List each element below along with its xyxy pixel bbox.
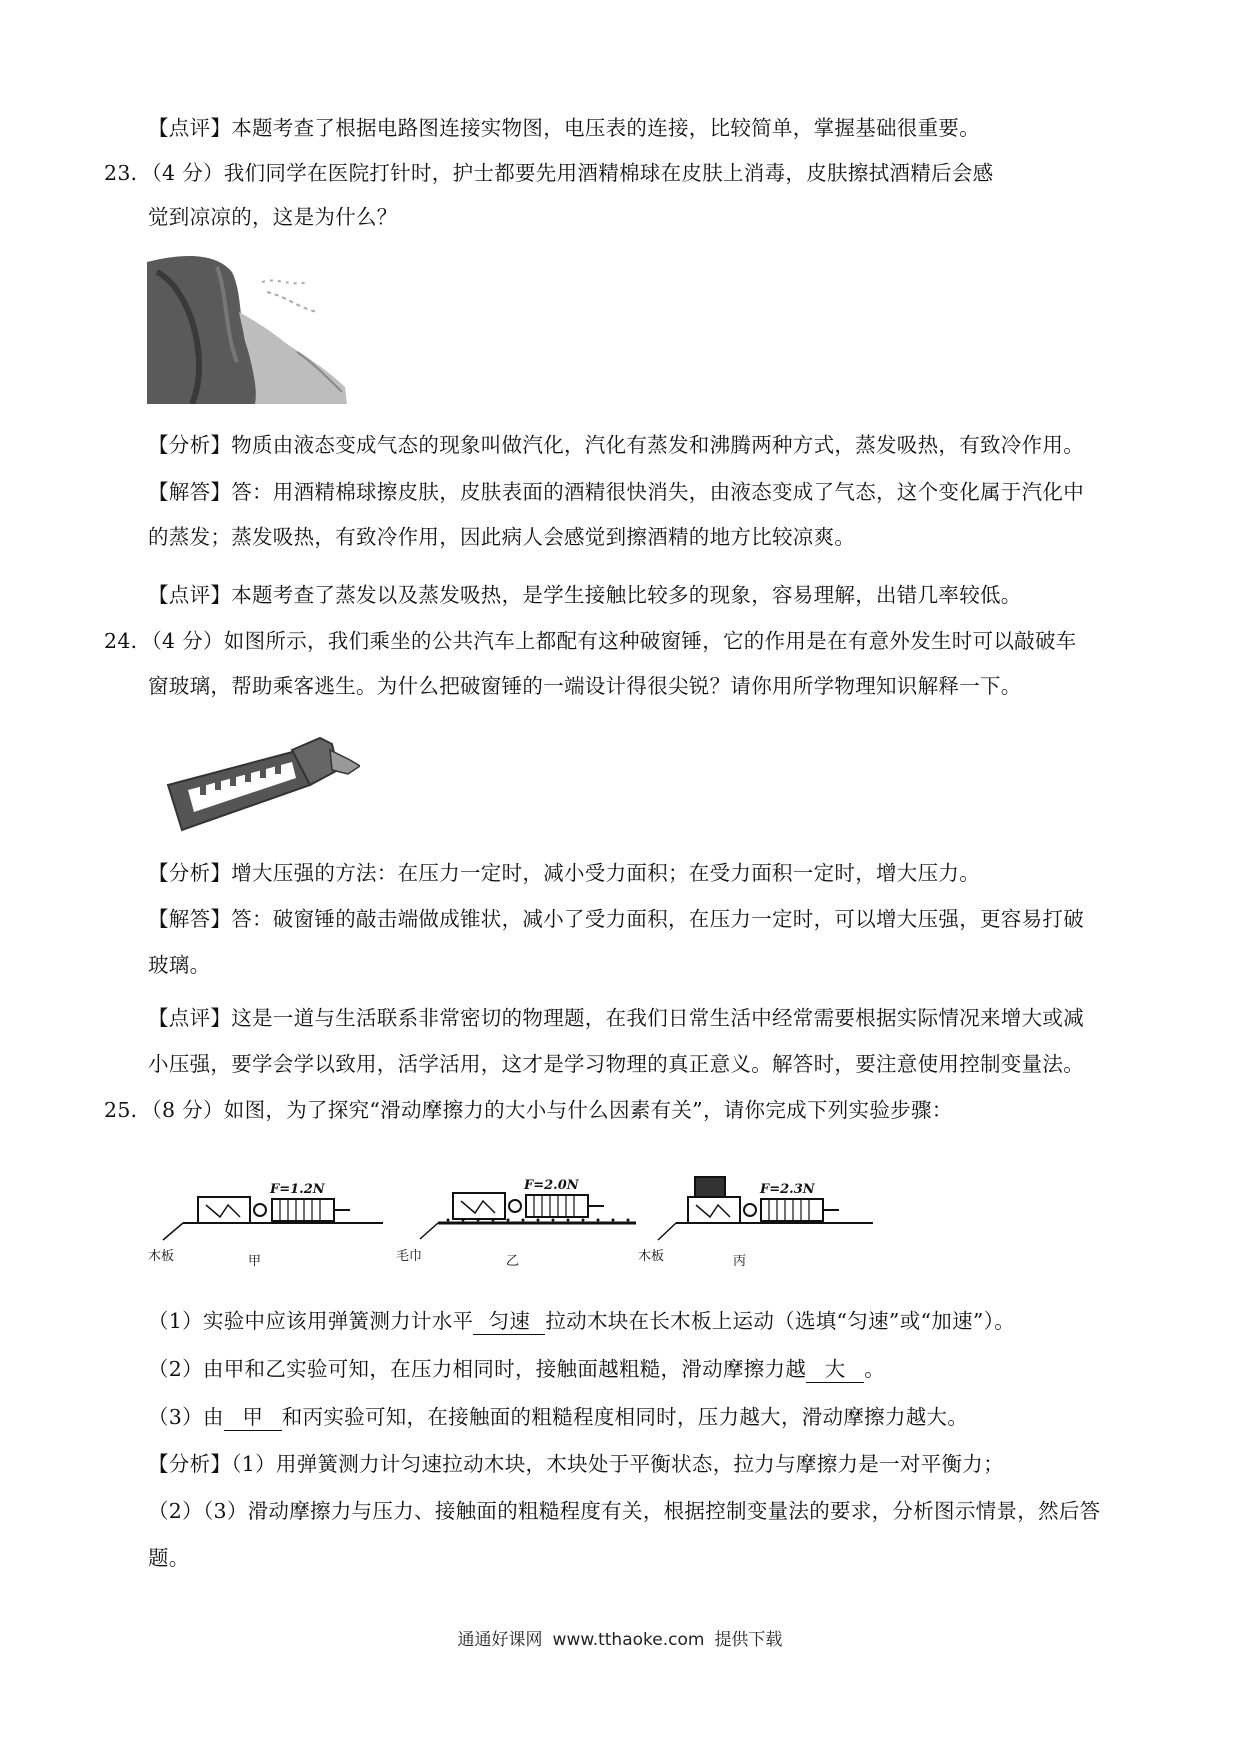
panel-bing — [638, 1177, 873, 1269]
q24-answer-line1: 【解答】答：破窗锤的敲击端做成锥状，减小了受力面积，在压力一定时，可以增大压强，更容易打破 — [148, 907, 1084, 931]
q25-stem: 25．（8 分）如图，为了探究“滑动摩擦力的大小与什么因素有关”，请你完成下列实验步骤： — [104, 1098, 953, 1122]
q25-part3-suffix: 和丙实验可知，在接触面的粗糙程度相同时，压力越大，滑动摩擦力越大。 — [281, 1405, 969, 1429]
panel-yi-label: 乙 — [506, 1254, 520, 1269]
q25-part1-prefix: （1）实验中应该用弹簧测力计水平 — [148, 1309, 474, 1333]
panel-jia-force: F=1.2N — [270, 1182, 325, 1197]
q25-part3 — [148, 1402, 1138, 1432]
panel-bing-label: 丙 — [733, 1254, 747, 1269]
q25-part2-prefix: （2）由甲和乙实验可知，在压力相同时，接触面越粗糙，滑动摩擦力越 — [148, 1357, 807, 1381]
q23-answer-line1: 【解答】答：用酒精棉球擦皮肤，皮肤表面的酒精很快消失，由液态变成了气态，这个变化属于汽化中 — [148, 480, 1084, 504]
footer-site-name: 通通好课网 — [457, 1630, 543, 1650]
q25-part3-blank: 甲 — [224, 1404, 282, 1431]
q24-comment-line2: 小压强，要学会学以致用，活学活用，这才是学习物理的真正意义。解答时，要注意使用控制变量法。 — [148, 1052, 1084, 1076]
prev-comment: 【点评】本题考查了根据电路图连接实物图，电压表的连接，比较简单，掌握基础很重要。 — [148, 116, 980, 140]
q23-answer-line2: 的蒸发；蒸发吸热，有致冷作用，因此病人会感觉到擦酒精的地方比较凉爽。 — [148, 525, 856, 549]
q25-analysis-line3: 题。 — [148, 1546, 190, 1570]
panel-jia-surface: 木板 — [148, 1249, 175, 1264]
q23-analysis: 【分析】物质由液态变成气态的现象叫做汽化，汽化有蒸发和沸腾两种方式，蒸发吸热，有致冷作用。 — [148, 433, 1084, 457]
q24-stem-line1: 24．（4 分）如图所示，我们乘坐的公共汽车上都配有这种破窗锤，它的作用是在有意外发生时可以敲破车 — [104, 629, 1077, 653]
panel-jia-label: 甲 — [248, 1254, 262, 1269]
q24-comment-line1: 【点评】这是一道与生活联系非常密切的物理题，在我们日常生活中经常需要根据实际情况来增大或减 — [148, 1006, 1084, 1030]
panel-yi-force: F=2.0N — [524, 1178, 579, 1193]
panel-yi — [396, 1178, 636, 1269]
q23-stem-line2: 觉到凉凉的，这是为什么？ — [148, 205, 398, 229]
q25-analysis-line2: （2）（3）滑动摩擦力与压力、接触面的粗糙程度有关，根据控制变量法的要求，分析图示情景，然后答 — [148, 1499, 1101, 1523]
q25-part3-prefix: （3）由 — [148, 1405, 224, 1429]
panel-yi-surface: 毛巾 — [396, 1249, 423, 1264]
q25-part2-blank: 大 — [806, 1356, 864, 1383]
page-footer — [0, 1625, 1240, 1650]
friction-experiment-figure — [148, 1165, 928, 1275]
q24-stem-line2: 窗玻璃，帮助乘客逃生。为什么把破窗锤的一端设计得很尖锐？请你用所学物理知识解释一下。 — [148, 674, 1022, 698]
q25-part1 — [148, 1306, 1138, 1336]
q25-part1-suffix: 拉动木块在长木板上运动（选填“匀速”或“加速”）。 — [545, 1309, 1016, 1333]
panel-bing-surface: 木板 — [638, 1249, 665, 1264]
q25-analysis-line1: 【分析】（1）用弹簧测力计匀速拉动木块，木块处于平衡状态，拉力与摩擦力是一对平衡力； — [148, 1452, 1004, 1476]
footer-url[interactable]: www.tthaoke.com — [552, 1630, 705, 1650]
q23-comment: 【点评】本题考查了蒸发以及蒸发吸热，是学生接触比较多的现象，容易理解，出错几率较低。 — [148, 583, 1022, 607]
footer-suffix: 提供下载 — [714, 1630, 783, 1650]
q25-part1-blank: 匀速 — [473, 1308, 545, 1335]
q24-analysis: 【分析】增大压强的方法：在压力一定时，减小受力面积；在受力面积一定时，增大压力。 — [148, 861, 980, 885]
panel-bing-force: F=2.3N — [760, 1182, 815, 1197]
safety-hammer-image — [160, 730, 360, 840]
q25-part2 — [148, 1354, 1138, 1384]
q25-part2-suffix: 。 — [864, 1357, 885, 1381]
panel-jia — [148, 1182, 383, 1269]
q24-answer-line2: 玻璃。 — [148, 953, 211, 977]
q23-stem-line1: 23．（4 分）我们同学在医院打针时，护士都要先用酒精棉球在皮肤上消毒，皮肤擦拭酒精后会感 — [104, 161, 994, 185]
arm-swab-photo — [147, 252, 347, 404]
